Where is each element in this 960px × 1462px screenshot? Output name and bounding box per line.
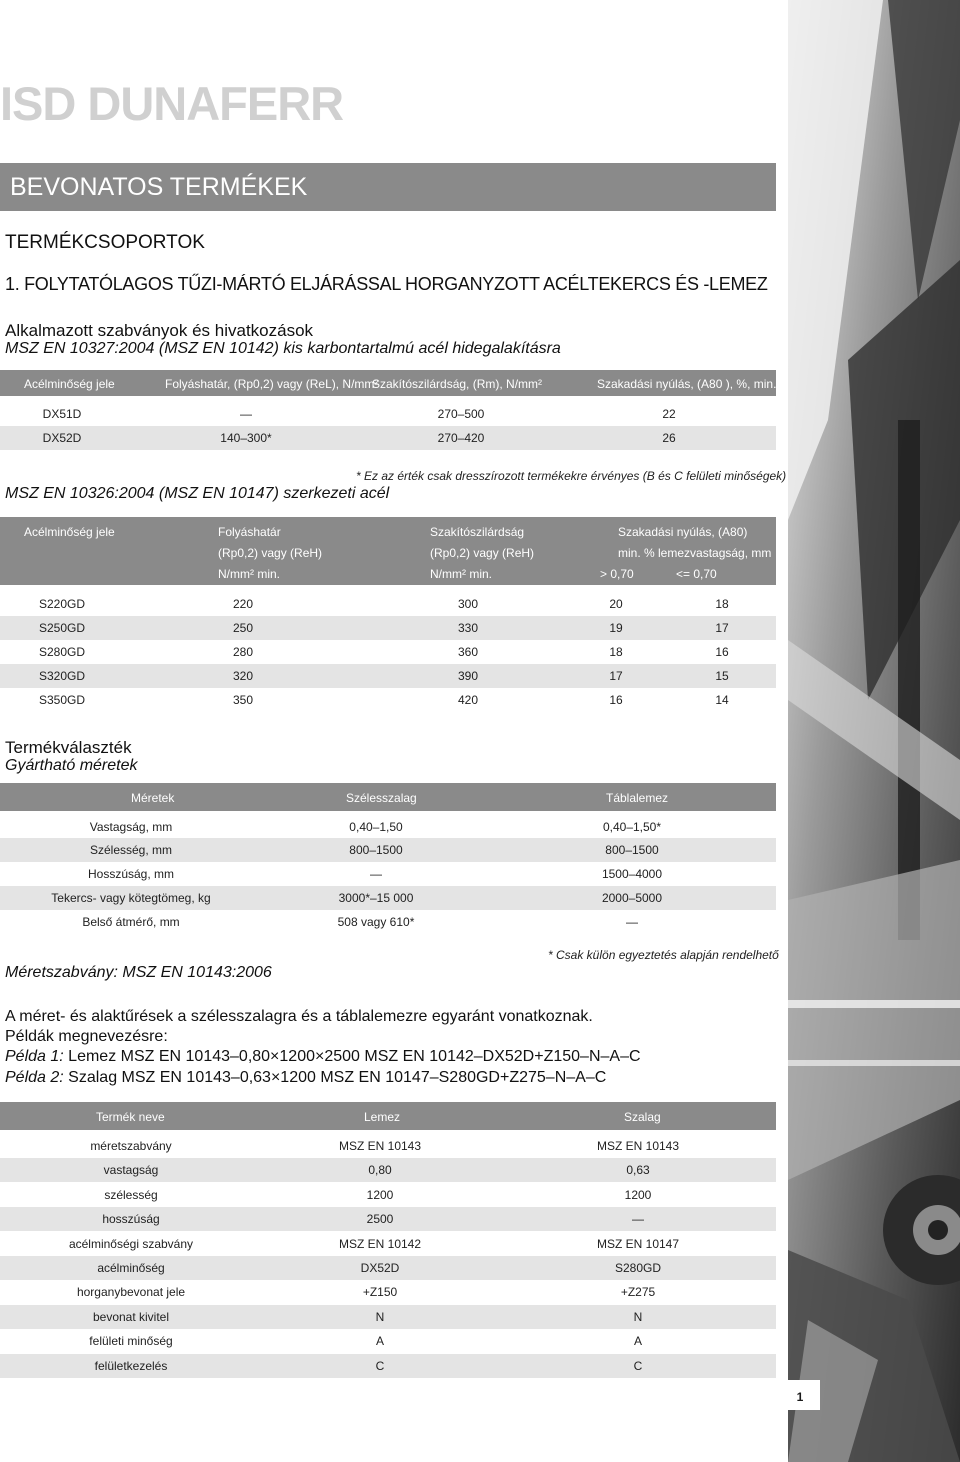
table-cell: 1500–4000 <box>601 867 663 881</box>
table-cell: 26 <box>662 431 676 445</box>
example-1 <box>5 1048 641 1066</box>
table-cell: — <box>240 407 252 421</box>
table-cell: méretszabvány <box>90 1139 172 1153</box>
company-logo: ISD DUNAFERR <box>0 77 344 130</box>
table-row <box>0 816 776 838</box>
table-cell: 2000–5000 <box>601 891 663 905</box>
table-row <box>0 1354 776 1378</box>
table-cell: — <box>632 1212 644 1227</box>
table-cell: N <box>633 1309 643 1324</box>
table-row <box>0 1280 776 1304</box>
table-cell: A <box>375 1334 385 1349</box>
table-row <box>0 688 776 712</box>
table3-header-cell: Méretek <box>131 791 175 805</box>
table-row <box>0 1329 776 1353</box>
table-cell: 16 <box>609 693 623 707</box>
table1-header-cell: Folyáshatár, (Rp0,2) vagy (ReL), N/mm² <box>165 377 379 391</box>
table-cell: 18 <box>609 645 623 659</box>
table-row <box>0 592 776 616</box>
table1-header-cell: Acélminőség jele <box>24 377 115 391</box>
table-row <box>0 1207 776 1231</box>
table-cell: DX51D <box>42 407 82 421</box>
table-cell: 800–1500 <box>605 843 659 857</box>
table-cell: DX52D <box>360 1261 400 1275</box>
example-2 <box>5 1069 606 1087</box>
table-cell: Tekercs- vagy kötegtömeg, kg <box>51 891 211 905</box>
standards-title: Alkalmazott szabványok és hivatkozások <box>5 321 314 340</box>
standard-1: MSZ EN 10327:2004 (MSZ EN 10142) kis karbontartalmú acél hidegalakításra <box>5 340 561 357</box>
table1-footnote: * Ez az érték csak dresszírozott termékekre érvényes (B és C felületi minőségek) <box>356 469 787 483</box>
table-cell: S220GD <box>38 597 86 611</box>
table-cell: 17 <box>609 669 623 683</box>
table-cell: C <box>375 1358 385 1373</box>
table-row <box>0 402 776 426</box>
table-cell: 22 <box>662 407 676 421</box>
table-cell: 270–420 <box>437 431 485 445</box>
table2-header-cell: min. % lemezvastagság, mm <box>618 546 772 560</box>
table-cell: MSZ EN 10143 <box>338 1139 422 1153</box>
table-cell: MSZ EN 10142 <box>338 1236 422 1251</box>
table1-header-cell: Szakítószilárdság, (Rm), N/mm² <box>372 377 543 391</box>
table-cell: 508 vagy 610* <box>337 915 415 929</box>
table2-header-cell: Szakítószilárdság <box>430 525 525 539</box>
size-standard: Méretszabvány: MSZ EN 10143:2006 <box>5 964 272 981</box>
table2-header-cell: Folyáshatár <box>218 525 281 539</box>
table-cell: 250 <box>232 621 254 635</box>
decorative-photo <box>788 0 960 1462</box>
table4-header-cell: Lemez <box>364 1110 401 1124</box>
table-row <box>0 426 776 450</box>
table-cell: 320 <box>232 669 254 683</box>
table-cell: Hosszúság, mm <box>87 867 175 881</box>
table-cell: 15 <box>715 669 729 683</box>
table-cell: 1200 <box>366 1187 394 1202</box>
table2-header-cell: Szakadási nyúlás, (A80) <box>618 525 748 539</box>
table3-header-cell: Táblalemez <box>606 791 669 805</box>
table-cell: 2500 <box>366 1212 394 1227</box>
table-cell: Szélesség, mm <box>89 843 173 857</box>
table4-header-cell: Szalag <box>624 1110 661 1124</box>
table-cell: 20 <box>609 597 623 611</box>
table-row <box>0 838 776 862</box>
table3-header-cell: Szélesszalag <box>346 791 417 805</box>
table-cell: 390 <box>457 669 479 683</box>
table-row <box>0 1305 776 1329</box>
table-cell: Belső átmérő, mm <box>82 915 180 929</box>
table-row <box>0 1232 776 1256</box>
table-cell: MSZ EN 10143 <box>596 1139 680 1153</box>
table-cell: 300 <box>457 597 479 611</box>
table-cell: acélminőségi szabvány <box>68 1236 194 1251</box>
table-cell: +Z275 <box>620 1285 656 1300</box>
table-cell: bevonat kivitel <box>92 1309 170 1324</box>
table2-header-cell: <= 0,70 <box>676 567 717 581</box>
table-cell: MSZ EN 10147 <box>596 1236 680 1251</box>
assortment-subtitle: Gyártható méretek <box>5 757 138 774</box>
table-cell: horganybevonat jele <box>76 1285 186 1300</box>
table2-header <box>0 517 776 585</box>
section-title: TERMÉKCSOPORTOK <box>5 232 205 253</box>
table-cell: 14 <box>715 693 729 707</box>
table2-header-cell: (Rp0,2) vagy (ReH) <box>430 546 535 560</box>
table-row <box>0 1134 776 1158</box>
table-row <box>0 910 776 934</box>
paragraph-examples-intro: Példák megnevezésre: <box>5 1028 168 1045</box>
table-cell: 0,40–1,50 <box>349 820 403 834</box>
table-cell: 1200 <box>624 1187 652 1202</box>
table-cell: 220 <box>232 597 254 611</box>
table-cell: 0,63 <box>626 1163 650 1178</box>
table-cell: S280GD <box>614 1261 662 1275</box>
table-cell: S320GD <box>38 669 86 683</box>
table-cell: C <box>633 1358 643 1373</box>
table-cell: 270–500 <box>437 407 485 421</box>
table-cell: — <box>370 867 382 881</box>
table-cell: felületkezelés <box>94 1358 168 1373</box>
table3-header <box>0 783 776 811</box>
table1-header-cell: Szakadási nyúlás, (A80 ), %, min. <box>597 377 777 391</box>
table-cell: 0,80 <box>368 1163 392 1178</box>
table-row <box>0 616 776 640</box>
table-cell: 280 <box>232 645 254 659</box>
table-cell: 140–300* <box>220 431 272 445</box>
table-cell: 330 <box>457 621 479 635</box>
example-2-text: Szalag MSZ EN 10143–0,63×1200 MSZ EN 10147–S280GD+Z275–N–A–C <box>63 1069 607 1086</box>
standard-2: MSZ EN 10326:2004 (MSZ EN 10147) szerkezeti acél <box>5 485 390 502</box>
table-cell: vastagság <box>103 1163 159 1178</box>
table-cell: felületi minőség <box>89 1334 173 1349</box>
table-cell: 16 <box>715 645 729 659</box>
table-cell: szélesség <box>104 1187 158 1202</box>
paragraph-tolerances: A méret- és alaktűrések a szélesszalagra és a táblalemezre egyaránt vonatkoznak. <box>5 1008 593 1025</box>
table-cell: S250GD <box>38 621 86 635</box>
page-number: 1 <box>780 1380 820 1410</box>
table2-header-cell: > 0,70 <box>600 567 634 581</box>
table-cell: A <box>633 1334 643 1349</box>
table-row <box>0 1256 776 1280</box>
page-banner: BEVONATOS TERMÉKEK <box>0 163 776 211</box>
table-row <box>0 1158 776 1182</box>
table4-header-cell: Termék neve <box>96 1110 165 1124</box>
table2-header-cell: N/mm² min. <box>430 567 492 581</box>
example-1-label: Példa 1: <box>5 1048 64 1065</box>
table-cell: 360 <box>457 645 479 659</box>
table-cell: 800–1500 <box>349 843 403 857</box>
table-cell: 350 <box>232 693 254 707</box>
table4-header <box>0 1102 776 1130</box>
example-2-label: Példa 2: <box>5 1069 64 1086</box>
table-row <box>0 1183 776 1207</box>
table-row <box>0 664 776 688</box>
table-cell: DX52D <box>42 431 82 445</box>
table-cell: 18 <box>715 597 729 611</box>
product-group-heading: 1. FOLYTATÓLAGOS TŰZI-MÁRTÓ ELJÁRÁSSAL HORGANYZOTT ACÉLTEKERCS ÉS -LEMEZ <box>5 274 768 294</box>
table-cell: — <box>626 915 638 929</box>
table3-footnote: * Csak külön egyeztetés alapján rendelhető <box>548 948 779 962</box>
table-cell: Vastagság, mm <box>89 820 173 834</box>
table1-header <box>0 370 776 396</box>
table-cell: N <box>375 1309 385 1324</box>
table-cell: 19 <box>609 621 623 635</box>
table-cell: 0,40–1,50* <box>602 820 662 834</box>
table2-header-cell: (Rp0,2) vagy (ReH) <box>218 546 323 560</box>
table-cell: S280GD <box>38 645 86 659</box>
machinery-photo-image <box>788 0 960 1462</box>
assortment-title: Termékválaszték <box>5 738 132 757</box>
example-1-text: Lemez MSZ EN 10143–0,80×1200×2500 MSZ EN 10142–DX52D+Z150–N–A–C <box>63 1048 641 1065</box>
table-row <box>0 640 776 664</box>
table-cell: S350GD <box>38 693 86 707</box>
table-cell: 420 <box>457 693 479 707</box>
table-cell: hosszúság <box>102 1212 160 1227</box>
table-cell: acélminőség <box>97 1261 165 1275</box>
table2-header-cell: N/mm² min. <box>218 567 280 581</box>
table-row <box>0 862 776 886</box>
table-cell: 17 <box>715 621 729 635</box>
table-cell: 3000*–15 000 <box>338 891 414 905</box>
table2-header-cell: Acélminőség jele <box>24 525 115 539</box>
table-row <box>0 886 776 910</box>
table-cell: +Z150 <box>362 1285 398 1300</box>
